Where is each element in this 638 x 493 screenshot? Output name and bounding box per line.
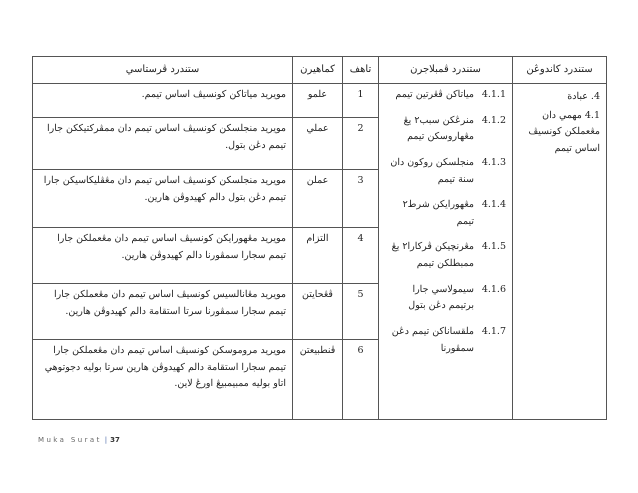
header-mastery: کماهيرن: [293, 57, 343, 84]
page-number: 37: [110, 436, 120, 444]
level-cell: 4: [343, 228, 379, 284]
learning-standard-code: 4.1.6: [481, 283, 506, 295]
descriptor-cell: مويريد مڠانالسيس کونسيڤ اساس تيمم دان مڠعملکن جارا تيمم سجارا سمڤورنا سرتا استقامة دالم کهيدوڤن هارين.: [33, 284, 293, 340]
header-content-standard: ستندرد کاندوڠن: [513, 57, 607, 84]
learning-standard-text: سيمولاسي جارا برتيمم دڠن بتول: [408, 283, 474, 312]
content-standard-cell: [513, 84, 607, 420]
descriptor-cell: مويريد مروموسکن کونسيڤ اساس تيمم دان مڠعملکن جارا تيمم سجارا استقامة دالم کهيدوڤن هارين سرتا بوليه دجوتوهي اتاو بوليه ممبيمبيڠ اورڠ لاين.: [33, 340, 293, 420]
footer-label: Muka Surat: [38, 436, 102, 444]
learning-standard-code: 4.1.3: [481, 156, 506, 168]
page-footer: [38, 436, 120, 444]
content-standard-sub-text: مهمي دان مڠعملکن کونسيڤ اساس تيمم: [528, 109, 600, 154]
level-cell: 6: [343, 340, 379, 420]
footer-separator: |: [104, 436, 108, 444]
content-standard-sub: [519, 108, 600, 158]
learning-standard-code: 4.1.4: [481, 199, 506, 211]
level-cell: 3: [343, 170, 379, 228]
mastery-cell: عملي: [293, 118, 343, 170]
level-cell: 1: [343, 84, 379, 118]
mastery-cell: التزام: [293, 228, 343, 284]
learning-standard-item: [385, 197, 506, 230]
learning-standard-text: مڠرنچيکن ڤرکارا٢ يڠ ممبطلکن تيمم: [391, 241, 474, 269]
learning-standard-code: 4.1.1: [481, 89, 506, 100]
mastery-cell: علمو: [293, 84, 343, 118]
learning-standard-item: [385, 87, 506, 104]
learning-standard-code: 4.1.7: [481, 325, 506, 337]
mastery-cell: ڤڠحايتن: [293, 284, 343, 340]
learning-standard-text: منرڠکن سبب٢ يڠ مڠهاروسکن تيمم: [403, 114, 474, 143]
descriptor-cell: مويريد مياتاکن کونسيڤ اساس تيمم.: [33, 84, 293, 118]
learning-standard-text: ملقساناکن تيمم دڠن سمڤورنا: [391, 325, 474, 354]
descriptor-cell: مويريد منجلسکن کونسيڤ اساس تيمم دان ممڤرکتيککن جارا تيمم دڠن بتول.: [33, 118, 293, 170]
level-cell: 5: [343, 284, 379, 340]
header-learning-standard: ستندرد ڤمبلاجرن: [379, 57, 513, 84]
descriptor-cell: مويريد مڠهورايکن کونسيڤ اساس تيمم دان مڠعملکن جارا تيمم سجارا سمڤورنا دالم کهيدوڤن هارين.: [33, 228, 293, 284]
mastery-cell: عملن: [293, 170, 343, 228]
table-row: [33, 84, 607, 118]
learning-standard-item: [385, 282, 506, 315]
learning-standard-cell: [379, 84, 513, 420]
learning-standard-code: 4.1.5: [481, 241, 506, 253]
learning-standard-text: مياتاکن ڤڠرتين تيمم: [395, 89, 474, 100]
learning-standard-text: منجلسکن روکون دان سنة تيمم: [390, 156, 474, 185]
content-standard-title: 4. عبادة: [567, 91, 600, 102]
mastery-cell: ڤنطبيعتن: [293, 340, 343, 420]
learning-standard-item: [385, 324, 506, 357]
table-header-row: [33, 57, 607, 84]
descriptor-cell: مويريد منجلسکن کونسيڤ اساس تيمم دان مڠڤليکاسيکن جارا تيمم دڠن بتول دالم کهيدوڤن هارين.: [33, 170, 293, 228]
content-standard-sub-code: 4.1: [584, 109, 600, 121]
header-level: تاهف: [343, 57, 379, 84]
learning-standard-item: [385, 239, 506, 272]
learning-standard-code: 4.1.2: [481, 114, 506, 126]
learning-standard-item: [385, 113, 506, 146]
learning-standard-text: مڠهورايکن شرط٢ تيمم: [402, 199, 474, 227]
performance-standard-table: [32, 56, 607, 420]
level-cell: 2: [343, 118, 379, 170]
header-descriptor: ستندرد ڤرستاسي: [33, 57, 293, 84]
learning-standard-item: [385, 155, 506, 188]
